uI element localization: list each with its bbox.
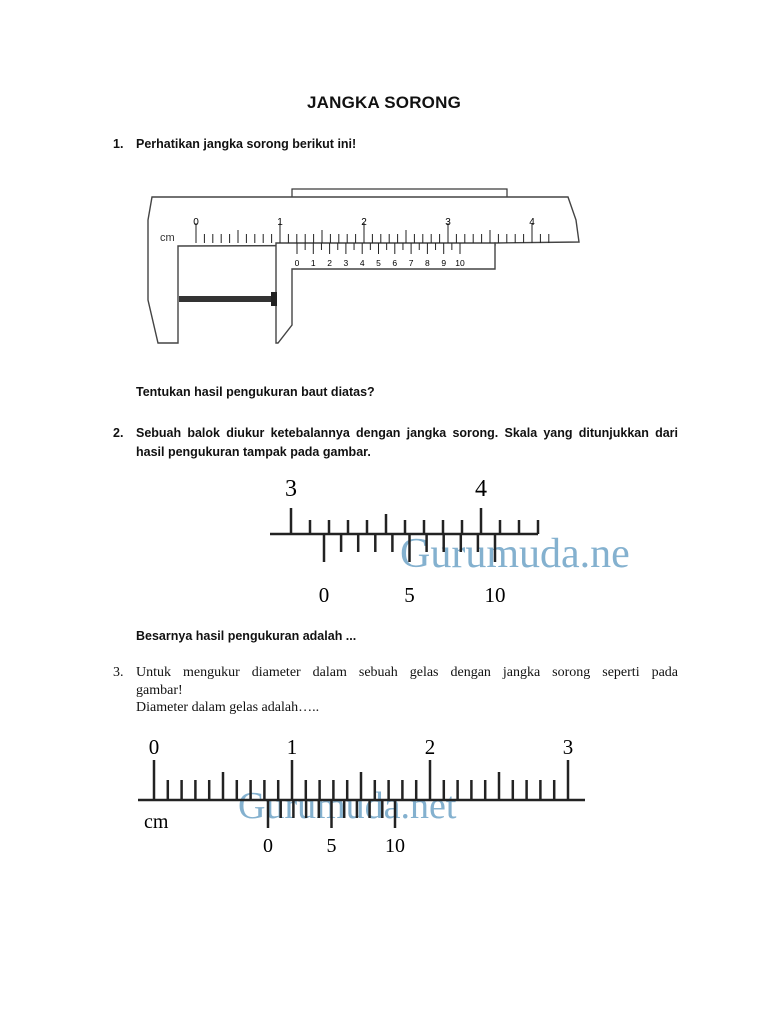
q1-question: Tentukan hasil pengukuran baut diatas? xyxy=(136,385,375,399)
caliper-vernier-label: 9 xyxy=(441,258,447,268)
watermark-3: Gurumuda.net xyxy=(238,785,457,827)
f3-vernier-label: 5 xyxy=(326,835,337,857)
q2-number: 2. xyxy=(113,426,124,440)
caliper-vernier-label: 4 xyxy=(359,258,365,268)
f3-main-label: 2 xyxy=(424,735,436,759)
caliper-main-label: 0 xyxy=(193,217,199,228)
caliper-vernier-label: 6 xyxy=(392,258,398,268)
q3-line3: Diameter dalam gelas adalah….. xyxy=(136,700,320,715)
caliper-main-label: 1 xyxy=(277,217,283,228)
caliper-main-label: 3 xyxy=(445,217,451,228)
f3-vernier-label: 10 xyxy=(385,835,405,857)
caliper-unit-label: cm xyxy=(160,232,175,244)
caliper-vernier-label: 5 xyxy=(376,258,381,268)
q3-line1: Untuk mengukur diameter dalam sebuah gelas dengan jangka sorong seperti pada xyxy=(136,665,678,680)
caliper-vernier-label: 8 xyxy=(425,258,430,268)
caliper-vernier-label: 7 xyxy=(408,258,414,268)
f3-main-label: 3 xyxy=(562,735,574,759)
caliper-vernier-label: 10 xyxy=(455,258,465,268)
caliper-main-label: 4 xyxy=(529,217,535,228)
caliper-vernier-label: 0 xyxy=(294,258,300,268)
q3-line2: gambar! xyxy=(136,683,183,698)
f3-unit-label: cm xyxy=(144,811,169,833)
vernier-figure-2 xyxy=(250,472,630,612)
caliper-figure xyxy=(140,180,600,355)
f2-main-label: 3 xyxy=(285,476,297,502)
f3-main-label: 0 xyxy=(148,735,160,759)
f2-vernier-label: 5 xyxy=(404,583,415,607)
f2-vernier-label: 10 xyxy=(484,583,506,607)
caliper-main-label: 2 xyxy=(361,217,367,228)
q1-number: 1. xyxy=(113,137,124,151)
q2-question: Besarnya hasil pengukuran adalah ... xyxy=(136,629,357,643)
f2-vernier-label: 0 xyxy=(318,583,330,607)
caliper-vernier-label: 1 xyxy=(310,258,316,268)
caliper-vernier-label: 2 xyxy=(327,258,332,268)
q1-text: Perhatikan jangka sorong berikut ini! xyxy=(136,137,357,151)
f3-vernier-label: 0 xyxy=(263,835,273,857)
watermark-2: Gurumuda.ne xyxy=(400,531,630,577)
q3-number: 3. xyxy=(113,665,124,680)
vernier-figure-3 xyxy=(130,730,600,865)
f3-main-label: 1 xyxy=(286,735,298,759)
f2-main-label: 4 xyxy=(475,476,487,502)
q2-line2: hasil pengukuran tampak pada gambar. xyxy=(136,445,371,459)
page-title: JANGKA SORONG xyxy=(306,93,462,112)
q2-line1: Sebuah balok diukur ketebalannya dengan jangka sorong. Skala yang ditunjukkan dari xyxy=(136,426,678,440)
caliper-vernier-label: 3 xyxy=(343,258,349,268)
